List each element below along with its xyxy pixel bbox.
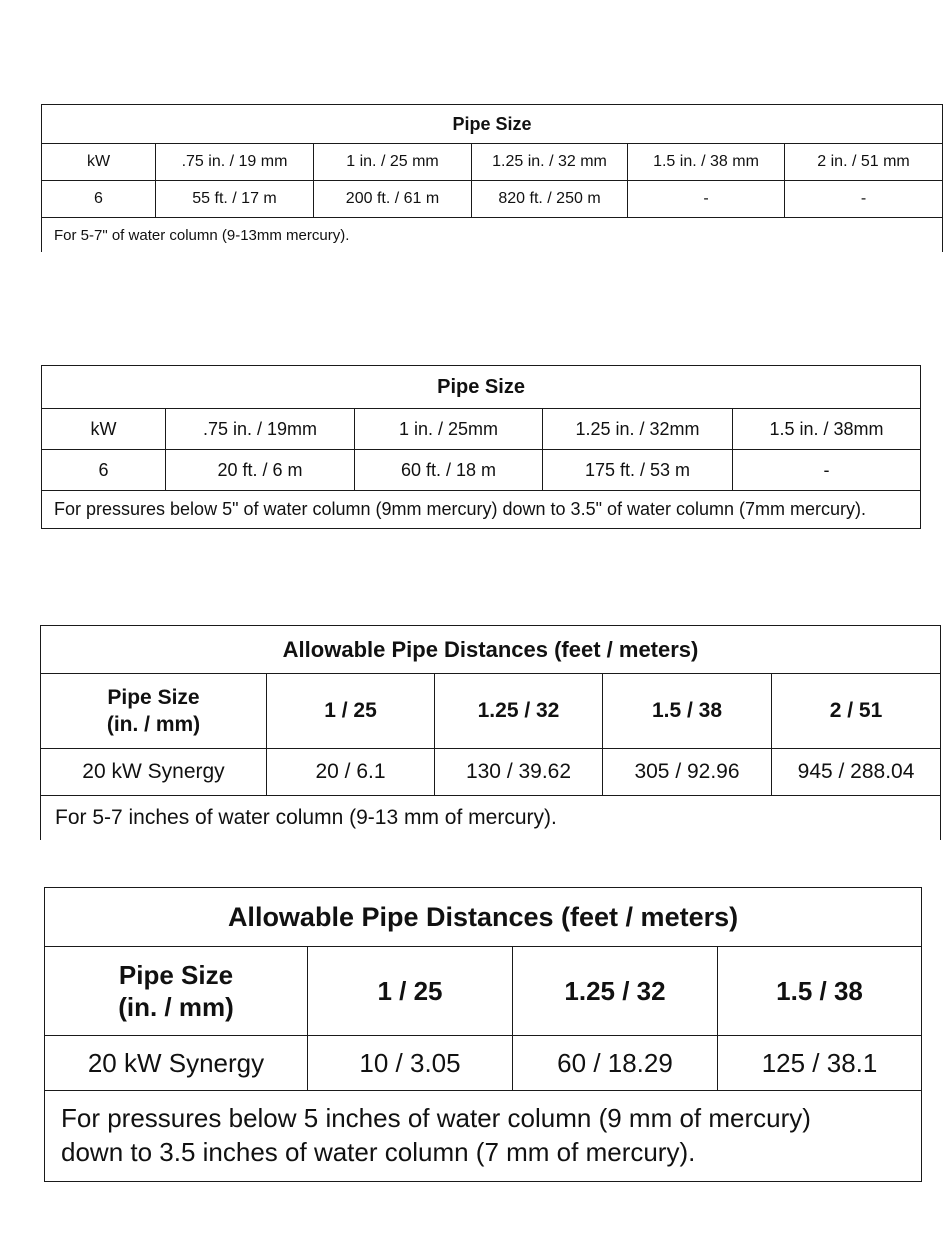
table-cell: 200 ft. / 61 m <box>314 181 472 218</box>
pipe-size-header <box>41 674 267 749</box>
pipe-size-table-2 <box>41 365 921 529</box>
row-label: 20 kW Synergy <box>45 1036 308 1091</box>
table-cell: 10 / 3.05 <box>308 1036 513 1091</box>
table-cell: 20 / 6.1 <box>267 749 435 796</box>
column-header: 1.25 / 32 <box>435 674 603 749</box>
table-cell: 60 / 18.29 <box>513 1036 718 1091</box>
table-header-row <box>42 409 921 450</box>
column-header: 2 / 51 <box>772 674 941 749</box>
table-cell: 60 ft. / 18 m <box>355 450 543 491</box>
table-title: Allowable Pipe Distances (feet / meters) <box>45 888 922 947</box>
column-header: 1.5 / 38 <box>718 947 922 1036</box>
column-header: 1.5 in. / 38 mm <box>628 144 785 181</box>
column-header: 1 / 25 <box>267 674 435 749</box>
allowable-pipe-distances-table-1 <box>40 625 941 840</box>
column-header: 1.5 / 38 <box>603 674 772 749</box>
header-label-line: Pipe Size <box>118 960 234 990</box>
table-title: Pipe Size <box>42 366 921 409</box>
table-cell: - <box>785 181 943 218</box>
allowable-pipe-distances-table-2 <box>44 887 922 1182</box>
footnote-line: down to 3.5 inches of water column (7 mm of mercury). <box>61 1137 696 1167</box>
header-label-line: Pipe Size <box>107 686 200 709</box>
table-cell: 175 ft. / 53 m <box>543 450 733 491</box>
column-header: 1.25 / 32 <box>513 947 718 1036</box>
table-row <box>42 450 921 491</box>
column-header: .75 in. / 19 mm <box>156 144 314 181</box>
table-footnote <box>45 1091 922 1182</box>
table-cell: - <box>628 181 785 218</box>
table-cell: 6 <box>42 181 156 218</box>
table-footnote: For pressures below 5" of water column (9mm mercury) down to 3.5" of water column (7mm mercury). <box>42 491 921 529</box>
column-header: 1 / 25 <box>308 947 513 1036</box>
pipe-size-table-1 <box>41 104 943 252</box>
column-header: kW <box>42 144 156 181</box>
table-row <box>41 749 941 796</box>
table-cell: 20 ft. / 6 m <box>166 450 355 491</box>
column-header: 1 in. / 25mm <box>355 409 543 450</box>
header-label-line: (in. / mm) <box>106 713 201 736</box>
table-cell: 6 <box>42 450 166 491</box>
table-title: Allowable Pipe Distances (feet / meters) <box>41 626 941 674</box>
table-header-row <box>45 947 922 1036</box>
column-header: 1.25 in. / 32 mm <box>472 144 628 181</box>
table-row <box>42 181 943 218</box>
table-row <box>45 1036 922 1091</box>
table-footnote: For 5-7" of water column (9-13mm mercury). <box>42 218 943 253</box>
table-footnote: For 5-7 inches of water column (9-13 mm of mercury). <box>41 796 941 841</box>
table-cell: 305 / 92.96 <box>603 749 772 796</box>
table-cell: 945 / 288.04 <box>772 749 941 796</box>
column-header: 2 in. / 51 mm <box>785 144 943 181</box>
row-label: 20 kW Synergy <box>41 749 267 796</box>
pipe-size-header <box>45 947 308 1036</box>
table-cell: 55 ft. / 17 m <box>156 181 314 218</box>
column-header: 1 in. / 25 mm <box>314 144 472 181</box>
table-cell: 130 / 39.62 <box>435 749 603 796</box>
table-cell: 820 ft. / 250 m <box>472 181 628 218</box>
table-cell: 125 / 38.1 <box>718 1036 922 1091</box>
column-header: kW <box>42 409 166 450</box>
column-header: .75 in. / 19mm <box>166 409 355 450</box>
table-header-row <box>42 144 943 181</box>
table-title: Pipe Size <box>42 105 943 144</box>
header-label-line: (in. / mm) <box>118 992 234 1022</box>
column-header: 1.25 in. / 32mm <box>543 409 733 450</box>
footnote-line: For pressures below 5 inches of water column (9 mm of mercury) <box>61 1103 811 1133</box>
column-header: 1.5 in. / 38mm <box>733 409 921 450</box>
table-header-row <box>41 674 941 749</box>
table-cell: - <box>733 450 921 491</box>
